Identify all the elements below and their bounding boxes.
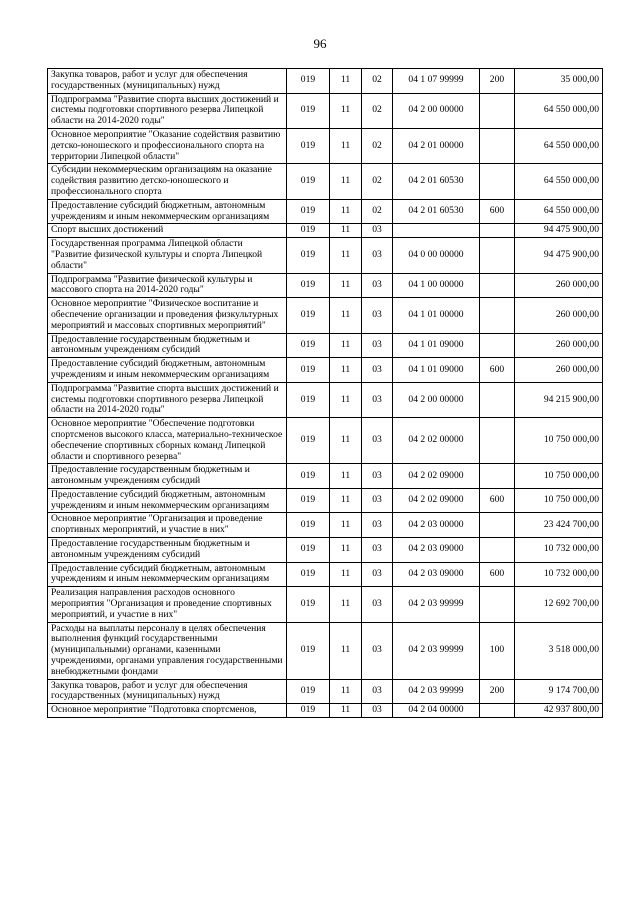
row-subsection-cell: 03: [362, 587, 393, 622]
row-section-cell: 11: [330, 382, 362, 417]
row-amount-cell: 260 000,00: [515, 333, 603, 358]
row-section-cell: 11: [330, 238, 362, 273]
row-section-cell: 11: [330, 679, 362, 704]
table-row: [48, 513, 603, 538]
row-target-article-cell: 04 1 00 00000: [393, 273, 480, 298]
row-expense-type-cell: [480, 273, 515, 298]
table-row: [48, 164, 603, 199]
row-target-article-cell: 04 2 02 09000: [393, 488, 480, 513]
row-target-article-cell: 04 2 01 60530: [393, 164, 480, 199]
row-name-cell: Закупка товаров, работ и услуг для обеспечения государственных (муниципальных) нужд: [48, 69, 287, 94]
row-name-cell: Предоставление государственным бюджетным и автономным учреждениям субсидий: [48, 464, 287, 489]
row-target-article-cell: 04 2 02 00000: [393, 418, 480, 464]
row-section-cell: 11: [330, 587, 362, 622]
row-subsection-cell: 03: [362, 622, 393, 679]
row-amount-cell: 10 732 000,00: [515, 562, 603, 587]
row-subsection-cell: 03: [362, 679, 393, 704]
row-amount-cell: 260 000,00: [515, 298, 603, 333]
row-amount-cell: 10 750 000,00: [515, 464, 603, 489]
row-name-cell: Основное мероприятие "Физическое воспитание и обеспечение организации и проведения физкультурных мероприятий и массовых спортивных мероприятий": [48, 298, 287, 333]
table-row: [48, 538, 603, 563]
row-name-cell: Расходы на выплаты персоналу в целях обеспечения выполнения функций государственными (муниципальными) органами, казенными учреждениями, органами управления государственными внебюджетными фондами: [48, 622, 287, 679]
row-subsection-cell: 03: [362, 562, 393, 587]
table-row: [48, 224, 603, 238]
row-name-cell: Предоставление субсидий бюджетным, автономным учреждениям и иным некоммерческим организациям: [48, 562, 287, 587]
row-grbs-cell: 019: [287, 418, 330, 464]
row-subsection-cell: 02: [362, 199, 393, 224]
row-grbs-cell: 019: [287, 704, 330, 718]
row-subsection-cell: 03: [362, 298, 393, 333]
row-grbs-cell: 019: [287, 273, 330, 298]
row-expense-type-cell: 600: [480, 488, 515, 513]
row-name-cell: Основное мероприятие "Оказание содействия развитию детско-юношеского и профессионального спорта на территории Липецкой области": [48, 128, 287, 163]
row-grbs-cell: 019: [287, 199, 330, 224]
row-section-cell: 11: [330, 128, 362, 163]
row-name-cell: Закупка товаров, работ и услуг для обеспечения государственных (муниципальных) нужд: [48, 679, 287, 704]
row-expense-type-cell: [480, 164, 515, 199]
row-grbs-cell: 019: [287, 164, 330, 199]
row-target-article-cell: 04 2 00 00000: [393, 382, 480, 417]
row-expense-type-cell: [480, 298, 515, 333]
row-name-cell: Субсидии некоммерческим организациям на оказание содействия развитию детско-юношеского и профессионального спорта: [48, 164, 287, 199]
row-amount-cell: 3 518 000,00: [515, 622, 603, 679]
row-section-cell: 11: [330, 513, 362, 538]
row-target-article-cell: 04 2 00 00000: [393, 93, 480, 128]
row-section-cell: 11: [330, 622, 362, 679]
row-grbs-cell: 019: [287, 358, 330, 383]
row-target-article-cell: 04 2 01 00000: [393, 128, 480, 163]
row-amount-cell: 64 550 000,00: [515, 128, 603, 163]
row-grbs-cell: 019: [287, 298, 330, 333]
row-grbs-cell: 019: [287, 562, 330, 587]
row-subsection-cell: 02: [362, 93, 393, 128]
row-target-article-cell: 04 2 03 99999: [393, 587, 480, 622]
row-section-cell: 11: [330, 69, 362, 94]
row-grbs-cell: 019: [287, 587, 330, 622]
row-grbs-cell: 019: [287, 69, 330, 94]
row-grbs-cell: 019: [287, 128, 330, 163]
row-amount-cell: 64 550 000,00: [515, 93, 603, 128]
row-amount-cell: 10 732 000,00: [515, 538, 603, 563]
row-target-article-cell: 04 1 01 00000: [393, 298, 480, 333]
row-subsection-cell: 03: [362, 464, 393, 489]
row-name-cell: Спорт высших достижений: [48, 224, 287, 238]
row-section-cell: 11: [330, 333, 362, 358]
row-amount-cell: 64 550 000,00: [515, 199, 603, 224]
table-row: [48, 273, 603, 298]
row-amount-cell: 94 475 900,00: [515, 224, 603, 238]
row-section-cell: 11: [330, 199, 362, 224]
row-target-article-cell: 04 1 01 09000: [393, 333, 480, 358]
row-expense-type-cell: 600: [480, 562, 515, 587]
row-section-cell: 11: [330, 164, 362, 199]
row-expense-type-cell: [480, 333, 515, 358]
table-row: [48, 69, 603, 94]
row-section-cell: 11: [330, 704, 362, 718]
row-amount-cell: 23 424 700,00: [515, 513, 603, 538]
table-row: [48, 622, 603, 679]
row-section-cell: 11: [330, 464, 362, 489]
row-expense-type-cell: [480, 418, 515, 464]
row-section-cell: 11: [330, 93, 362, 128]
row-expense-type-cell: 600: [480, 199, 515, 224]
row-target-article-cell: 04 2 03 99999: [393, 679, 480, 704]
table-row: [48, 128, 603, 163]
row-amount-cell: 9 174 700,00: [515, 679, 603, 704]
row-subsection-cell: 03: [362, 538, 393, 563]
row-subsection-cell: 03: [362, 273, 393, 298]
row-subsection-cell: 03: [362, 358, 393, 383]
row-expense-type-cell: 600: [480, 358, 515, 383]
row-grbs-cell: 019: [287, 224, 330, 238]
row-name-cell: Основное мероприятие "Подготовка спортсменов,: [48, 704, 287, 718]
row-grbs-cell: 019: [287, 679, 330, 704]
row-amount-cell: 12 692 700,00: [515, 587, 603, 622]
row-amount-cell: 260 000,00: [515, 273, 603, 298]
row-expense-type-cell: 100: [480, 622, 515, 679]
row-expense-type-cell: [480, 128, 515, 163]
row-expense-type-cell: [480, 224, 515, 238]
row-name-cell: Предоставление субсидий бюджетным, автономным учреждениям и иным некоммерческим организациям: [48, 199, 287, 224]
row-target-article-cell: 04 0 00 00000: [393, 238, 480, 273]
row-amount-cell: 64 550 000,00: [515, 164, 603, 199]
table-row: [48, 488, 603, 513]
row-expense-type-cell: 200: [480, 679, 515, 704]
table-row: [48, 704, 603, 718]
table-row: [48, 587, 603, 622]
row-name-cell: Предоставление субсидий бюджетным, автономным учреждениям и иным некоммерческим организациям: [48, 488, 287, 513]
table-row: [48, 93, 603, 128]
row-name-cell: Предоставление государственным бюджетным и автономным учреждениям субсидий: [48, 333, 287, 358]
row-expense-type-cell: [480, 538, 515, 563]
row-name-cell: Основное мероприятие "Организация и проведение спортивных мероприятий, и участие в них": [48, 513, 287, 538]
row-name-cell: Основное мероприятие "Обеспечение подготовки спортсменов высокого класса, материально-техническое обеспечение спортивных сборных команд Липецкой области и спортивного резерва": [48, 418, 287, 464]
row-name-cell: Подпрограмма "Развитие физической культуры и массового спорта на 2014-2020 годы": [48, 273, 287, 298]
table-row: [48, 679, 603, 704]
row-subsection-cell: 03: [362, 513, 393, 538]
row-expense-type-cell: [480, 382, 515, 417]
row-section-cell: 11: [330, 562, 362, 587]
row-name-cell: Подпрограмма "Развитие спорта высших достижений и системы подготовки спортивного резерва Липецкой области на 2014-2020 годы": [48, 382, 287, 417]
row-section-cell: 11: [330, 538, 362, 563]
table-body: [48, 69, 603, 718]
row-subsection-cell: 02: [362, 69, 393, 94]
row-grbs-cell: 019: [287, 538, 330, 563]
row-subsection-cell: 03: [362, 333, 393, 358]
row-amount-cell: 10 750 000,00: [515, 418, 603, 464]
row-name-cell: Предоставление субсидий бюджетным, автономным учреждениям и иным некоммерческим организациям: [48, 358, 287, 383]
row-grbs-cell: 019: [287, 382, 330, 417]
table-row: [48, 298, 603, 333]
row-section-cell: 11: [330, 298, 362, 333]
row-expense-type-cell: [480, 704, 515, 718]
table-row: [48, 418, 603, 464]
row-target-article-cell: 04 2 04 00000: [393, 704, 480, 718]
row-expense-type-cell: [480, 464, 515, 489]
row-section-cell: 11: [330, 273, 362, 298]
row-target-article-cell: 04 2 03 09000: [393, 562, 480, 587]
row-grbs-cell: 019: [287, 488, 330, 513]
row-subsection-cell: 03: [362, 238, 393, 273]
row-subsection-cell: 03: [362, 224, 393, 238]
row-section-cell: 11: [330, 358, 362, 383]
row-amount-cell: 94 215 900,00: [515, 382, 603, 417]
table-row: [48, 333, 603, 358]
row-name-cell: Реализация направления расходов основного мероприятия "Организация и проведение спортивных мероприятий, и участие в них": [48, 587, 287, 622]
row-grbs-cell: 019: [287, 464, 330, 489]
row-subsection-cell: 03: [362, 382, 393, 417]
row-expense-type-cell: [480, 93, 515, 128]
row-expense-type-cell: [480, 238, 515, 273]
row-target-article-cell: 04 1 01 09000: [393, 358, 480, 383]
row-name-cell: Предоставление государственным бюджетным и автономным учреждениям субсидий: [48, 538, 287, 563]
row-target-article-cell: [393, 224, 480, 238]
row-amount-cell: 94 475 900,00: [515, 238, 603, 273]
row-target-article-cell: 04 2 03 99999: [393, 622, 480, 679]
row-grbs-cell: 019: [287, 622, 330, 679]
page-number: 96: [313, 36, 327, 51]
row-grbs-cell: 019: [287, 238, 330, 273]
row-target-article-cell: 04 2 02 09000: [393, 464, 480, 489]
table-row: [48, 358, 603, 383]
row-subsection-cell: 02: [362, 128, 393, 163]
row-subsection-cell: 03: [362, 418, 393, 464]
row-amount-cell: 260 000,00: [515, 358, 603, 383]
row-subsection-cell: 03: [362, 488, 393, 513]
table-row: [48, 238, 603, 273]
row-expense-type-cell: [480, 587, 515, 622]
row-section-cell: 11: [330, 488, 362, 513]
row-amount-cell: 35 000,00: [515, 69, 603, 94]
row-name-cell: Подпрограмма "Развитие спорта высших достижений и системы подготовки спортивного резерва Липецкой области на 2014-2020 годы": [48, 93, 287, 128]
row-target-article-cell: 04 1 07 99999: [393, 69, 480, 94]
row-name-cell: Государственная программа Липецкой области "Развитие физической культуры и спорта Липецкой области": [48, 238, 287, 273]
row-amount-cell: 42 937 800,00: [515, 704, 603, 718]
row-subsection-cell: 02: [362, 164, 393, 199]
row-subsection-cell: 03: [362, 704, 393, 718]
row-target-article-cell: 04 2 03 09000: [393, 538, 480, 563]
row-grbs-cell: 019: [287, 93, 330, 128]
row-target-article-cell: 04 2 03 00000: [393, 513, 480, 538]
row-expense-type-cell: 200: [480, 69, 515, 94]
table-row: [48, 382, 603, 417]
row-grbs-cell: 019: [287, 513, 330, 538]
row-expense-type-cell: [480, 513, 515, 538]
row-target-article-cell: 04 2 01 60530: [393, 199, 480, 224]
table-row: [48, 199, 603, 224]
row-section-cell: 11: [330, 418, 362, 464]
table-row: [48, 562, 603, 587]
row-section-cell: 11: [330, 224, 362, 238]
row-amount-cell: 10 750 000,00: [515, 488, 603, 513]
row-grbs-cell: 019: [287, 333, 330, 358]
budget-table: [47, 68, 603, 718]
table-row: [48, 464, 603, 489]
